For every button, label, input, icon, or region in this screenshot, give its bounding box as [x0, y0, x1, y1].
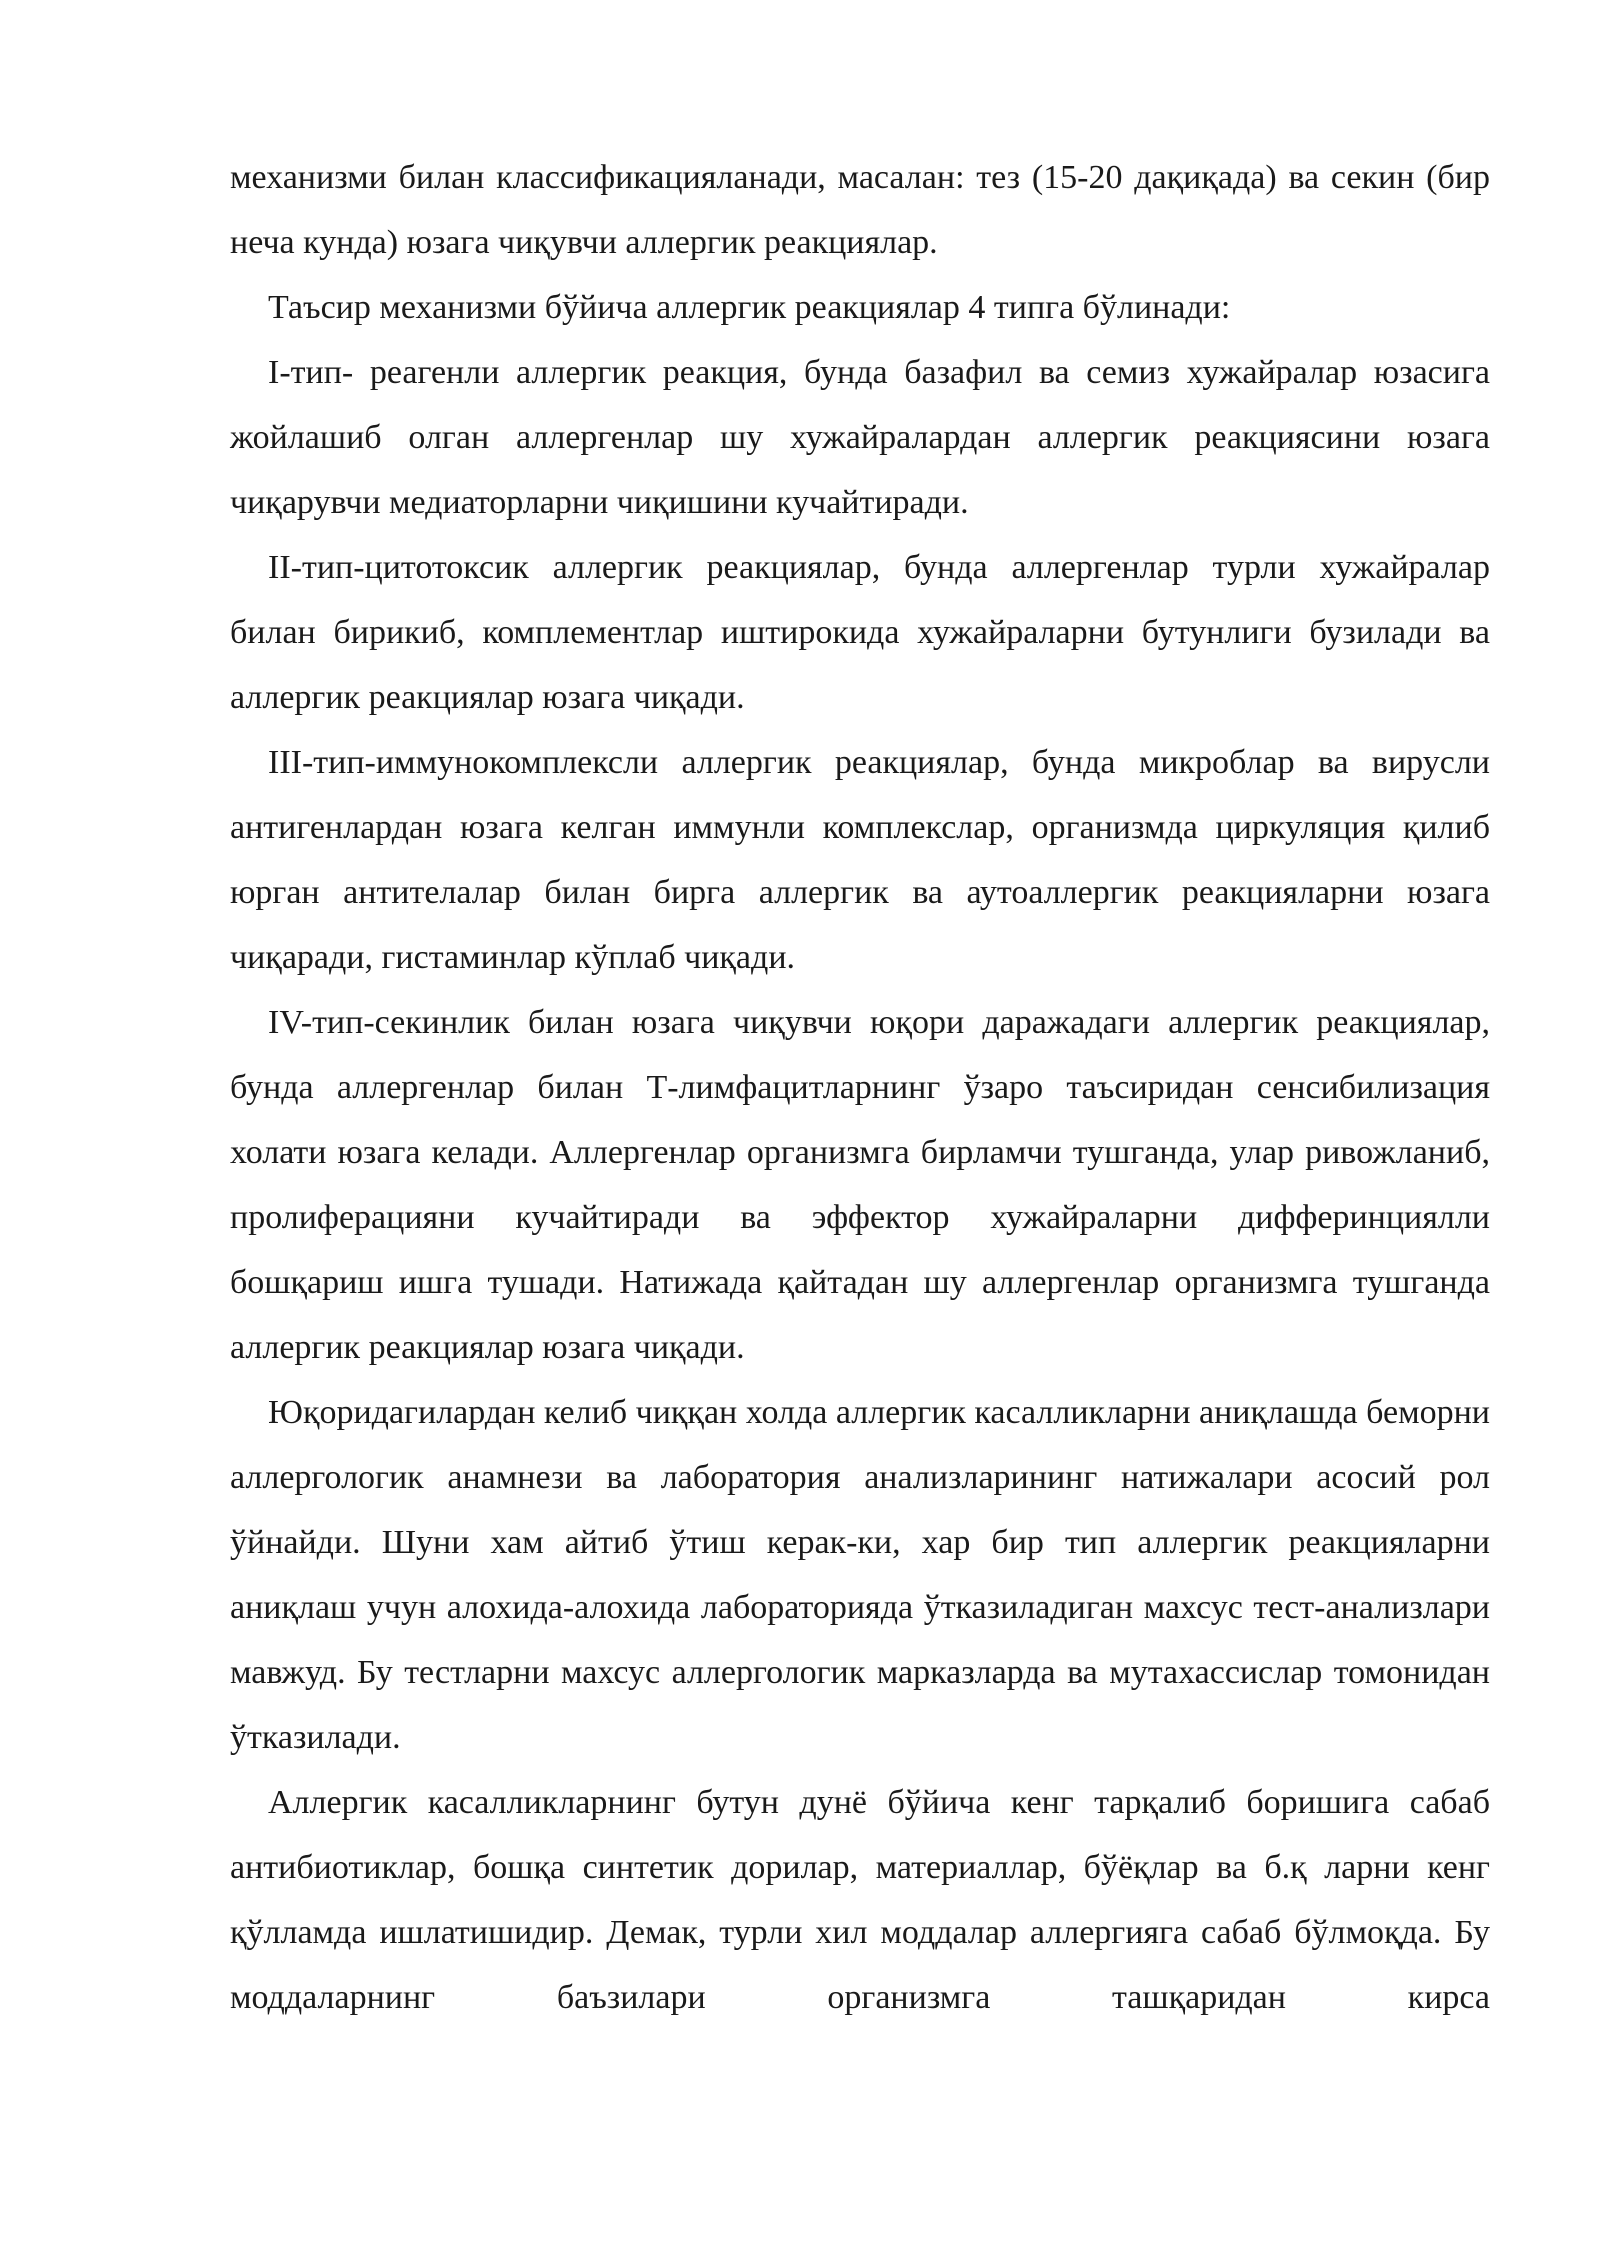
paragraph-7: Юқоридагилардан келиб чиққан холда аллергик касалликларни аниқлашда беморни аллергологик анамнези ва лаборатория анализларининг натижалари асосий рол ўйнайди. Шуни хам айтиб ўтиш керак-ки, хар бир тип аллергик реакцияларни аниқлаш учун алохида-алохида лабораторияда ўтказиладиган махсус тест-анализлари мавжуд. Бу тестларни махсус аллергологик марказларда ва мутахассислар томонидан ўтказилади. [230, 1394, 1490, 1756]
paragraph-3: I-тип- реагенли аллергик реакция, бунда базафил ва семиз хужайралар юзасига жойлашиб олган аллергенлар шу хужайралардан аллергик реакциясини юзага чиқарувчи медиаторларни чиқишини кучайтиради. [230, 354, 1490, 521]
paragraph-8: Аллергик касалликларнинг бутун дунё бўйича кенг тарқалиб боришига сабаб антибиотиклар, бошқа синтетик дорилар, материаллар, бўёқлар ва б.қ ларни кенг қўлламда ишлатишидир. Демак, турли хил моддалар аллергияга сабаб бўлмоқда. Бу моддаларнинг баъзилари организмга ташқаридан кирса [230, 1784, 1490, 2016]
paragraph-5: III-тип-иммунокомплексли аллергик реакциялар, бунда микроблар ва вирусли антигенлардан юзага келган иммунли комплекслар, организмда циркуляция қилиб юрган антителалар билан бирга аллергик ва аутоаллергик реакцияларни юзага чиқаради, гистаминлар кўплаб чиқади. [230, 744, 1490, 976]
paragraph-1: механизми билан классификацияланади, масалан: тез (15-20 дақиқада) ва секин (бир неча кунда) юзага чиқувчи аллергик реакциялар. [230, 159, 1490, 261]
paragraph-2: Таъсир механизми бўйича аллергик реакциялар 4 типга бўлинади: [268, 289, 1231, 326]
document-body [230, 145, 1490, 2030]
paragraph-4: II-тип-цитотоксик аллергик реакциялар, бунда аллергенлар турли хужайралар билан бирикиб, комплементлар иштирокида хужайраларни бутунлиги бузилади ва аллергик реакциялар юзага чиқади. [230, 549, 1490, 716]
paragraph-6: IV-тип-секинлик билан юзага чиқувчи юқори даражадаги аллергик реакциялар, бунда аллергенлар билан Т-лимфацитларнинг ўзаро таъсиридан сенсибилизация холати юзага келади. Аллергенлар организмга бирламчи тушганда, улар ривожланиб, пролиферацияни кучайтиради ва эффектор хужайраларни дифферинциялли бошқариш ишга тушади. Натижада қайтадан шу аллергенлар организмга тушганда аллергик реакциялар юзага чиқади. [230, 1004, 1490, 1366]
